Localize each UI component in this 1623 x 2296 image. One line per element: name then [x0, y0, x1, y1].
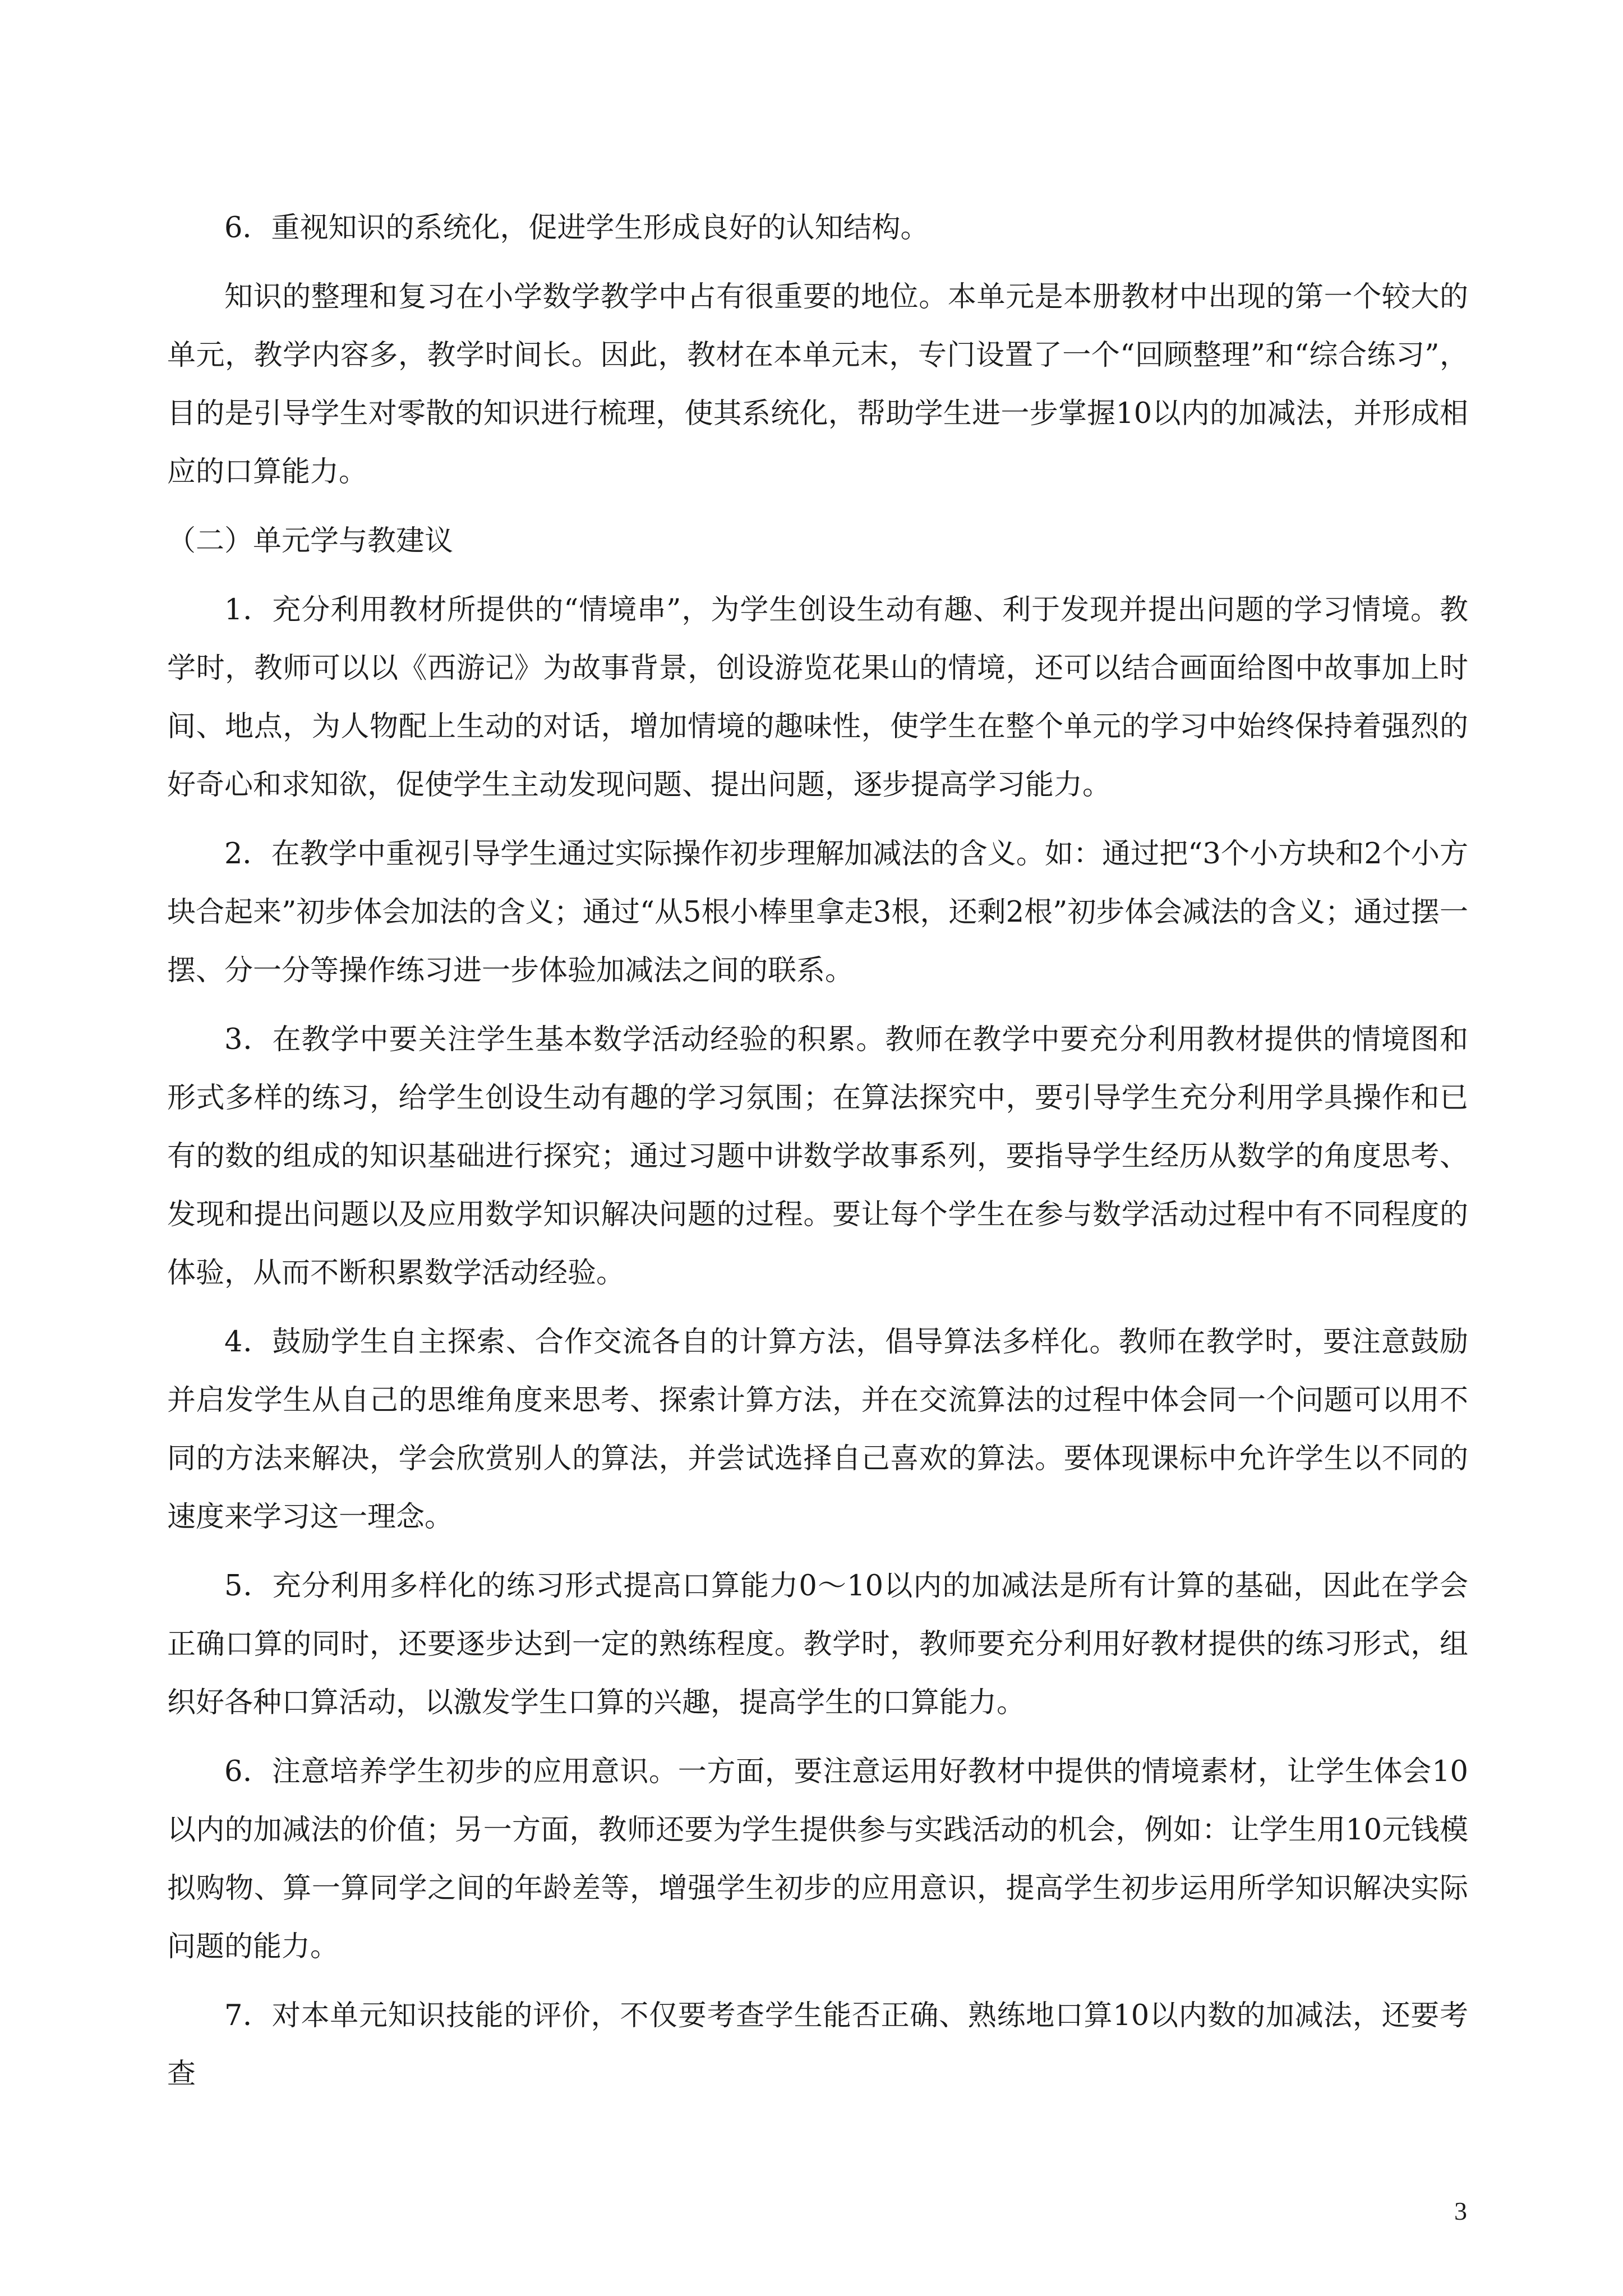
- paragraph-point-6-systematization: 6．重视知识的系统化，促进学生形成良好的认知结构。: [224, 211, 929, 245]
- document-body: [167, 199, 1468, 2114]
- page-number: 3: [1454, 2197, 1467, 2225]
- paragraph-suggestion-1: 1．充分利用教材所提供的“情境串”，为学生创设生动有趣、利于发现并提出问题的学习情境。教学时，教师可以以《西游记》为故事背景，创设游览花果山的情境，还可以结合画面给图中故事加上时间、地点，为人物配上生动的对话，增加情境的趣味性，使学生在整个单元的学习中始终保持着强烈的好奇心和求知欲，促使学生主动发现问题、提出问题，逐步提高学习能力。: [167, 593, 1468, 802]
- paragraph-suggestion-7: 7．对本单元知识技能的评价，不仅要考查学生能否正确、熟练地口算10以内数的加减法，还要考查: [167, 1999, 1468, 2091]
- paragraph-suggestion-5: 5．充分利用多样化的练习形式提高口算能力0～10以内的加减法是所有计算的基础，因此在学会正确口算的同时，还要逐步达到一定的熟练程度。教学时，教师要充分利用好教材提供的练习形式，组织好各种口算活动，以激发学生口算的兴趣，提高学生的口算能力。: [167, 1570, 1468, 1719]
- paragraph-suggestion-2: 2．在教学中重视引导学生通过实际操作初步理解加减法的含义。如：通过把“3个小方块和2个小方块合起来”初步体会加法的含义；通过“从5根小棒里拿走3根，还剩2根”初步体会减法的含义；通过摆一摆、分一分等操作练习进一步体验加减法之间的联系。: [167, 838, 1468, 987]
- paragraph-suggestion-3: 3．在教学中要关注学生基本数学活动经验的积累。教师在教学中要充分利用教材提供的情境图和形式多样的练习，给学生创设生动有趣的学习氛围；在算法探究中，要引导学生充分利用学具操作和已有的数的组成的知识基础进行探究；通过习题中讲数学故事系列，要指导学生经历从数学的角度思考、发现和提出问题以及应用数学知识解决问题的过程。要让每个学生在参与数学活动过程中有不同程度的体验，从而不断积累数学活动经验。: [167, 1023, 1468, 1290]
- paragraph-suggestion-6: 6．注意培养学生初步的应用意识。一方面，要注意运用好教材中提供的情境素材，让学生体会10以内的加减法的价值；另一方面，教师还要为学生提供参与实践活动的机会，例如：让学生用10元钱模拟购物、算一算同学之间的年龄差等，增强学生初步的应用意识，提高学生初步运用所学知识解决实际问题的能力。: [167, 1755, 1468, 1963]
- section-heading-teaching-suggestions: （二）单元学与教建议: [167, 524, 454, 558]
- paragraph-suggestion-4: 4．鼓励学生自主探索、合作交流各自的计算方法，倡导算法多样化。教师在教学时，要注意鼓励并启发学生从自己的思维角度来思考、探索计算方法，并在交流算法的过程中体会同一个问题可以用不同的方法来解决，学会欣赏别人的算法，并尝试选择自己喜欢的算法。要体现课标中允许学生以不同的速度来学习这一理念。: [167, 1326, 1468, 1534]
- paragraph-review-organization: 知识的整理和复习在小学数学教学中占有很重要的地位。本单元是本册教材中出现的第一个较大的单元，教学内容多，教学时间长。因此，教材在本单元末，专门设置了一个“回顾整理”和“综合练习”，目的是引导学生对零散的知识进行梳理，使其系统化，帮助学生进一步掌握10以内的加减法，并形成相应的口算能力。: [167, 280, 1468, 489]
